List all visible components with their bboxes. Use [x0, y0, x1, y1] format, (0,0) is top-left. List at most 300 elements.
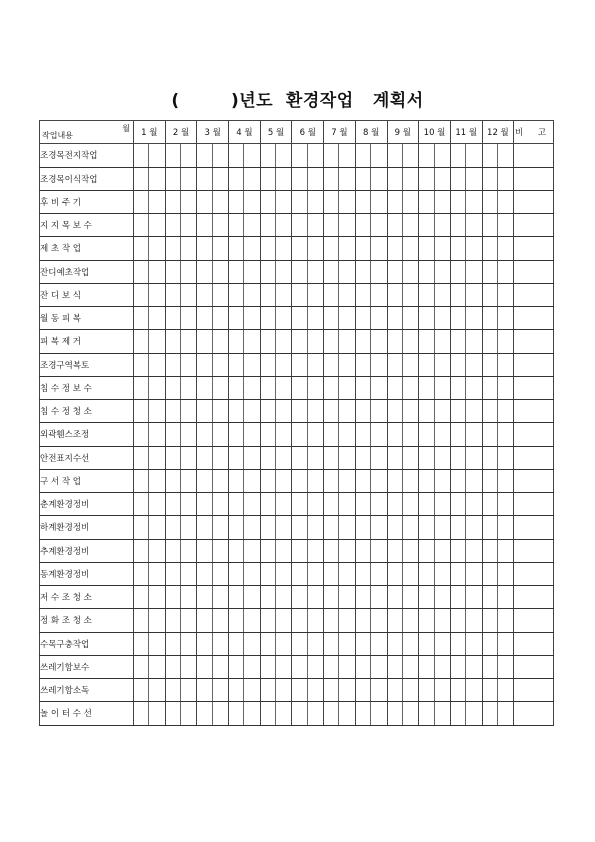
month-cell[interactable]	[165, 330, 197, 353]
month-cell[interactable]	[229, 539, 261, 562]
month-cell[interactable]	[260, 539, 292, 562]
month-cell[interactable]	[482, 260, 514, 283]
month-cell[interactable]	[260, 376, 292, 399]
month-cell[interactable]	[324, 237, 356, 260]
month-cell[interactable]	[482, 539, 514, 562]
month-cell[interactable]	[482, 376, 514, 399]
month-cell[interactable]	[324, 283, 356, 306]
month-cell[interactable]	[260, 702, 292, 725]
month-cell[interactable]	[292, 632, 324, 655]
month-cell[interactable]	[419, 307, 451, 330]
month-cell[interactable]	[450, 679, 482, 702]
month-cell[interactable]	[134, 493, 166, 516]
remark-cell[interactable]	[514, 260, 554, 283]
month-cell[interactable]	[355, 400, 387, 423]
remark-cell[interactable]	[514, 400, 554, 423]
month-cell[interactable]	[387, 307, 419, 330]
month-cell[interactable]	[355, 260, 387, 283]
month-cell[interactable]	[165, 446, 197, 469]
month-cell[interactable]	[260, 330, 292, 353]
remark-cell[interactable]	[514, 539, 554, 562]
month-cell[interactable]	[260, 237, 292, 260]
month-cell[interactable]	[292, 283, 324, 306]
month-cell[interactable]	[450, 423, 482, 446]
month-cell[interactable]	[292, 423, 324, 446]
month-cell[interactable]	[482, 702, 514, 725]
month-cell[interactable]	[482, 237, 514, 260]
month-cell[interactable]	[292, 330, 324, 353]
month-cell[interactable]	[419, 423, 451, 446]
month-cell[interactable]	[165, 609, 197, 632]
month-cell[interactable]	[197, 260, 229, 283]
month-cell[interactable]	[260, 214, 292, 237]
month-cell[interactable]	[292, 400, 324, 423]
month-cell[interactable]	[387, 469, 419, 492]
month-cell[interactable]	[134, 353, 166, 376]
month-cell[interactable]	[260, 469, 292, 492]
month-cell[interactable]	[260, 679, 292, 702]
month-cell[interactable]	[197, 516, 229, 539]
month-cell[interactable]	[419, 702, 451, 725]
month-cell[interactable]	[419, 493, 451, 516]
month-cell[interactable]	[387, 237, 419, 260]
month-cell[interactable]	[419, 400, 451, 423]
month-cell[interactable]	[134, 702, 166, 725]
month-cell[interactable]	[292, 679, 324, 702]
month-cell[interactable]	[355, 353, 387, 376]
month-cell[interactable]	[134, 237, 166, 260]
month-cell[interactable]	[419, 469, 451, 492]
month-cell[interactable]	[387, 353, 419, 376]
remark-cell[interactable]	[514, 330, 554, 353]
month-cell[interactable]	[260, 609, 292, 632]
month-cell[interactable]	[419, 632, 451, 655]
month-cell[interactable]	[229, 632, 261, 655]
month-cell[interactable]	[134, 539, 166, 562]
month-cell[interactable]	[324, 144, 356, 167]
month-cell[interactable]	[482, 307, 514, 330]
month-cell[interactable]	[450, 307, 482, 330]
month-cell[interactable]	[387, 330, 419, 353]
month-cell[interactable]	[482, 190, 514, 213]
remark-cell[interactable]	[514, 307, 554, 330]
month-cell[interactable]	[134, 214, 166, 237]
month-cell[interactable]	[482, 330, 514, 353]
month-cell[interactable]	[165, 469, 197, 492]
month-cell[interactable]	[229, 283, 261, 306]
month-cell[interactable]	[165, 167, 197, 190]
month-cell[interactable]	[260, 307, 292, 330]
month-cell[interactable]	[229, 702, 261, 725]
remark-cell[interactable]	[514, 562, 554, 585]
month-cell[interactable]	[292, 353, 324, 376]
month-cell[interactable]	[419, 283, 451, 306]
month-cell[interactable]	[450, 283, 482, 306]
month-cell[interactable]	[482, 679, 514, 702]
month-cell[interactable]	[482, 423, 514, 446]
month-cell[interactable]	[450, 493, 482, 516]
month-cell[interactable]	[355, 237, 387, 260]
month-cell[interactable]	[419, 446, 451, 469]
month-cell[interactable]	[197, 632, 229, 655]
month-cell[interactable]	[292, 376, 324, 399]
month-cell[interactable]	[260, 167, 292, 190]
month-cell[interactable]	[450, 190, 482, 213]
month-cell[interactable]	[419, 376, 451, 399]
month-cell[interactable]	[355, 562, 387, 585]
month-cell[interactable]	[387, 539, 419, 562]
month-cell[interactable]	[324, 423, 356, 446]
month-cell[interactable]	[419, 586, 451, 609]
month-cell[interactable]	[134, 679, 166, 702]
month-cell[interactable]	[419, 609, 451, 632]
month-cell[interactable]	[324, 469, 356, 492]
month-cell[interactable]	[229, 330, 261, 353]
month-cell[interactable]	[355, 423, 387, 446]
remark-cell[interactable]	[514, 283, 554, 306]
month-cell[interactable]	[229, 190, 261, 213]
month-cell[interactable]	[134, 469, 166, 492]
month-cell[interactable]	[134, 167, 166, 190]
month-cell[interactable]	[165, 539, 197, 562]
month-cell[interactable]	[450, 260, 482, 283]
month-cell[interactable]	[260, 632, 292, 655]
month-cell[interactable]	[355, 376, 387, 399]
month-cell[interactable]	[197, 562, 229, 585]
month-cell[interactable]	[419, 679, 451, 702]
month-cell[interactable]	[387, 679, 419, 702]
month-cell[interactable]	[260, 144, 292, 167]
month-cell[interactable]	[450, 237, 482, 260]
month-cell[interactable]	[165, 400, 197, 423]
month-cell[interactable]	[419, 167, 451, 190]
month-cell[interactable]	[324, 376, 356, 399]
month-cell[interactable]	[134, 330, 166, 353]
month-cell[interactable]	[450, 330, 482, 353]
month-cell[interactable]	[260, 516, 292, 539]
month-cell[interactable]	[292, 655, 324, 678]
month-cell[interactable]	[355, 446, 387, 469]
month-cell[interactable]	[324, 632, 356, 655]
month-cell[interactable]	[387, 376, 419, 399]
remark-cell[interactable]	[514, 167, 554, 190]
month-cell[interactable]	[355, 167, 387, 190]
month-cell[interactable]	[450, 702, 482, 725]
month-cell[interactable]	[134, 655, 166, 678]
month-cell[interactable]	[450, 214, 482, 237]
remark-cell[interactable]	[514, 446, 554, 469]
month-cell[interactable]	[324, 400, 356, 423]
month-cell[interactable]	[324, 702, 356, 725]
month-cell[interactable]	[260, 400, 292, 423]
remark-cell[interactable]	[514, 144, 554, 167]
month-cell[interactable]	[324, 307, 356, 330]
month-cell[interactable]	[165, 237, 197, 260]
remark-cell[interactable]	[514, 632, 554, 655]
month-cell[interactable]	[134, 423, 166, 446]
month-cell[interactable]	[387, 423, 419, 446]
remark-cell[interactable]	[514, 516, 554, 539]
month-cell[interactable]	[292, 469, 324, 492]
month-cell[interactable]	[355, 307, 387, 330]
month-cell[interactable]	[324, 330, 356, 353]
month-cell[interactable]	[355, 679, 387, 702]
month-cell[interactable]	[134, 562, 166, 585]
month-cell[interactable]	[229, 307, 261, 330]
month-cell[interactable]	[229, 562, 261, 585]
month-cell[interactable]	[134, 586, 166, 609]
month-cell[interactable]	[229, 469, 261, 492]
month-cell[interactable]	[197, 214, 229, 237]
remark-cell[interactable]	[514, 190, 554, 213]
month-cell[interactable]	[134, 190, 166, 213]
month-cell[interactable]	[229, 144, 261, 167]
month-cell[interactable]	[324, 586, 356, 609]
month-cell[interactable]	[387, 167, 419, 190]
month-cell[interactable]	[419, 144, 451, 167]
month-cell[interactable]	[387, 609, 419, 632]
month-cell[interactable]	[292, 167, 324, 190]
month-cell[interactable]	[260, 446, 292, 469]
month-cell[interactable]	[450, 400, 482, 423]
month-cell[interactable]	[450, 609, 482, 632]
month-cell[interactable]	[450, 167, 482, 190]
month-cell[interactable]	[450, 539, 482, 562]
remark-cell[interactable]	[514, 655, 554, 678]
month-cell[interactable]	[229, 586, 261, 609]
month-cell[interactable]	[355, 330, 387, 353]
month-cell[interactable]	[419, 260, 451, 283]
month-cell[interactable]	[387, 144, 419, 167]
month-cell[interactable]	[355, 655, 387, 678]
remark-cell[interactable]	[514, 469, 554, 492]
month-cell[interactable]	[482, 214, 514, 237]
month-cell[interactable]	[260, 190, 292, 213]
month-cell[interactable]	[324, 516, 356, 539]
remark-cell[interactable]	[514, 214, 554, 237]
month-cell[interactable]	[324, 446, 356, 469]
remark-cell[interactable]	[514, 493, 554, 516]
month-cell[interactable]	[324, 190, 356, 213]
month-cell[interactable]	[134, 283, 166, 306]
month-cell[interactable]	[197, 376, 229, 399]
month-cell[interactable]	[197, 190, 229, 213]
month-cell[interactable]	[324, 493, 356, 516]
month-cell[interactable]	[292, 586, 324, 609]
month-cell[interactable]	[260, 493, 292, 516]
month-cell[interactable]	[450, 516, 482, 539]
month-cell[interactable]	[229, 446, 261, 469]
month-cell[interactable]	[482, 562, 514, 585]
month-cell[interactable]	[229, 260, 261, 283]
month-cell[interactable]	[165, 307, 197, 330]
month-cell[interactable]	[197, 586, 229, 609]
month-cell[interactable]	[134, 144, 166, 167]
month-cell[interactable]	[165, 423, 197, 446]
month-cell[interactable]	[324, 167, 356, 190]
month-cell[interactable]	[355, 516, 387, 539]
month-cell[interactable]	[229, 376, 261, 399]
month-cell[interactable]	[134, 446, 166, 469]
remark-cell[interactable]	[514, 376, 554, 399]
remark-cell[interactable]	[514, 679, 554, 702]
month-cell[interactable]	[292, 214, 324, 237]
month-cell[interactable]	[197, 400, 229, 423]
month-cell[interactable]	[387, 214, 419, 237]
month-cell[interactable]	[165, 353, 197, 376]
month-cell[interactable]	[292, 190, 324, 213]
month-cell[interactable]	[387, 493, 419, 516]
remark-cell[interactable]	[514, 586, 554, 609]
month-cell[interactable]	[355, 283, 387, 306]
month-cell[interactable]	[387, 632, 419, 655]
month-cell[interactable]	[419, 190, 451, 213]
month-cell[interactable]	[355, 493, 387, 516]
month-cell[interactable]	[482, 144, 514, 167]
remark-cell[interactable]	[514, 609, 554, 632]
month-cell[interactable]	[450, 469, 482, 492]
month-cell[interactable]	[355, 702, 387, 725]
month-cell[interactable]	[165, 283, 197, 306]
month-cell[interactable]	[165, 214, 197, 237]
month-cell[interactable]	[355, 539, 387, 562]
month-cell[interactable]	[165, 493, 197, 516]
month-cell[interactable]	[260, 655, 292, 678]
month-cell[interactable]	[165, 190, 197, 213]
month-cell[interactable]	[355, 632, 387, 655]
month-cell[interactable]	[292, 516, 324, 539]
month-cell[interactable]	[260, 586, 292, 609]
month-cell[interactable]	[197, 330, 229, 353]
month-cell[interactable]	[292, 562, 324, 585]
month-cell[interactable]	[387, 260, 419, 283]
month-cell[interactable]	[387, 516, 419, 539]
month-cell[interactable]	[134, 260, 166, 283]
month-cell[interactable]	[197, 469, 229, 492]
month-cell[interactable]	[165, 702, 197, 725]
month-cell[interactable]	[324, 260, 356, 283]
month-cell[interactable]	[292, 237, 324, 260]
month-cell[interactable]	[419, 214, 451, 237]
month-cell[interactable]	[324, 655, 356, 678]
month-cell[interactable]	[260, 260, 292, 283]
remark-cell[interactable]	[514, 423, 554, 446]
month-cell[interactable]	[134, 376, 166, 399]
month-cell[interactable]	[482, 493, 514, 516]
month-cell[interactable]	[387, 702, 419, 725]
month-cell[interactable]	[229, 167, 261, 190]
month-cell[interactable]	[450, 446, 482, 469]
month-cell[interactable]	[482, 167, 514, 190]
month-cell[interactable]	[450, 353, 482, 376]
month-cell[interactable]	[260, 283, 292, 306]
month-cell[interactable]	[165, 376, 197, 399]
month-cell[interactable]	[229, 493, 261, 516]
month-cell[interactable]	[419, 516, 451, 539]
month-cell[interactable]	[355, 609, 387, 632]
month-cell[interactable]	[260, 423, 292, 446]
month-cell[interactable]	[324, 539, 356, 562]
month-cell[interactable]	[482, 469, 514, 492]
month-cell[interactable]	[387, 586, 419, 609]
month-cell[interactable]	[165, 586, 197, 609]
month-cell[interactable]	[482, 632, 514, 655]
month-cell[interactable]	[482, 353, 514, 376]
month-cell[interactable]	[387, 446, 419, 469]
month-cell[interactable]	[197, 679, 229, 702]
month-cell[interactable]	[134, 307, 166, 330]
month-cell[interactable]	[387, 400, 419, 423]
month-cell[interactable]	[197, 539, 229, 562]
month-cell[interactable]	[197, 423, 229, 446]
month-cell[interactable]	[450, 376, 482, 399]
month-cell[interactable]	[165, 632, 197, 655]
month-cell[interactable]	[165, 516, 197, 539]
month-cell[interactable]	[165, 562, 197, 585]
month-cell[interactable]	[197, 307, 229, 330]
month-cell[interactable]	[292, 493, 324, 516]
month-cell[interactable]	[355, 190, 387, 213]
month-cell[interactable]	[229, 679, 261, 702]
month-cell[interactable]	[134, 400, 166, 423]
month-cell[interactable]	[450, 655, 482, 678]
month-cell[interactable]	[482, 400, 514, 423]
month-cell[interactable]	[197, 144, 229, 167]
month-cell[interactable]	[134, 632, 166, 655]
month-cell[interactable]	[450, 586, 482, 609]
month-cell[interactable]	[292, 446, 324, 469]
month-cell[interactable]	[387, 562, 419, 585]
month-cell[interactable]	[324, 353, 356, 376]
month-cell[interactable]	[292, 307, 324, 330]
month-cell[interactable]	[229, 655, 261, 678]
month-cell[interactable]	[165, 260, 197, 283]
month-cell[interactable]	[482, 283, 514, 306]
month-cell[interactable]	[419, 539, 451, 562]
month-cell[interactable]	[482, 446, 514, 469]
month-cell[interactable]	[229, 400, 261, 423]
month-cell[interactable]	[419, 237, 451, 260]
month-cell[interactable]	[324, 214, 356, 237]
month-cell[interactable]	[387, 283, 419, 306]
month-cell[interactable]	[482, 609, 514, 632]
month-cell[interactable]	[292, 260, 324, 283]
month-cell[interactable]	[165, 655, 197, 678]
month-cell[interactable]	[482, 586, 514, 609]
month-cell[interactable]	[292, 702, 324, 725]
month-cell[interactable]	[197, 702, 229, 725]
month-cell[interactable]	[482, 516, 514, 539]
month-cell[interactable]	[134, 516, 166, 539]
month-cell[interactable]	[197, 353, 229, 376]
month-cell[interactable]	[229, 214, 261, 237]
month-cell[interactable]	[355, 144, 387, 167]
remark-cell[interactable]	[514, 353, 554, 376]
month-cell[interactable]	[387, 655, 419, 678]
month-cell[interactable]	[482, 655, 514, 678]
month-cell[interactable]	[355, 469, 387, 492]
month-cell[interactable]	[450, 562, 482, 585]
month-cell[interactable]	[197, 609, 229, 632]
month-cell[interactable]	[197, 655, 229, 678]
month-cell[interactable]	[229, 423, 261, 446]
month-cell[interactable]	[292, 539, 324, 562]
month-cell[interactable]	[324, 609, 356, 632]
month-cell[interactable]	[387, 190, 419, 213]
month-cell[interactable]	[197, 237, 229, 260]
month-cell[interactable]	[197, 283, 229, 306]
remark-cell[interactable]	[514, 237, 554, 260]
